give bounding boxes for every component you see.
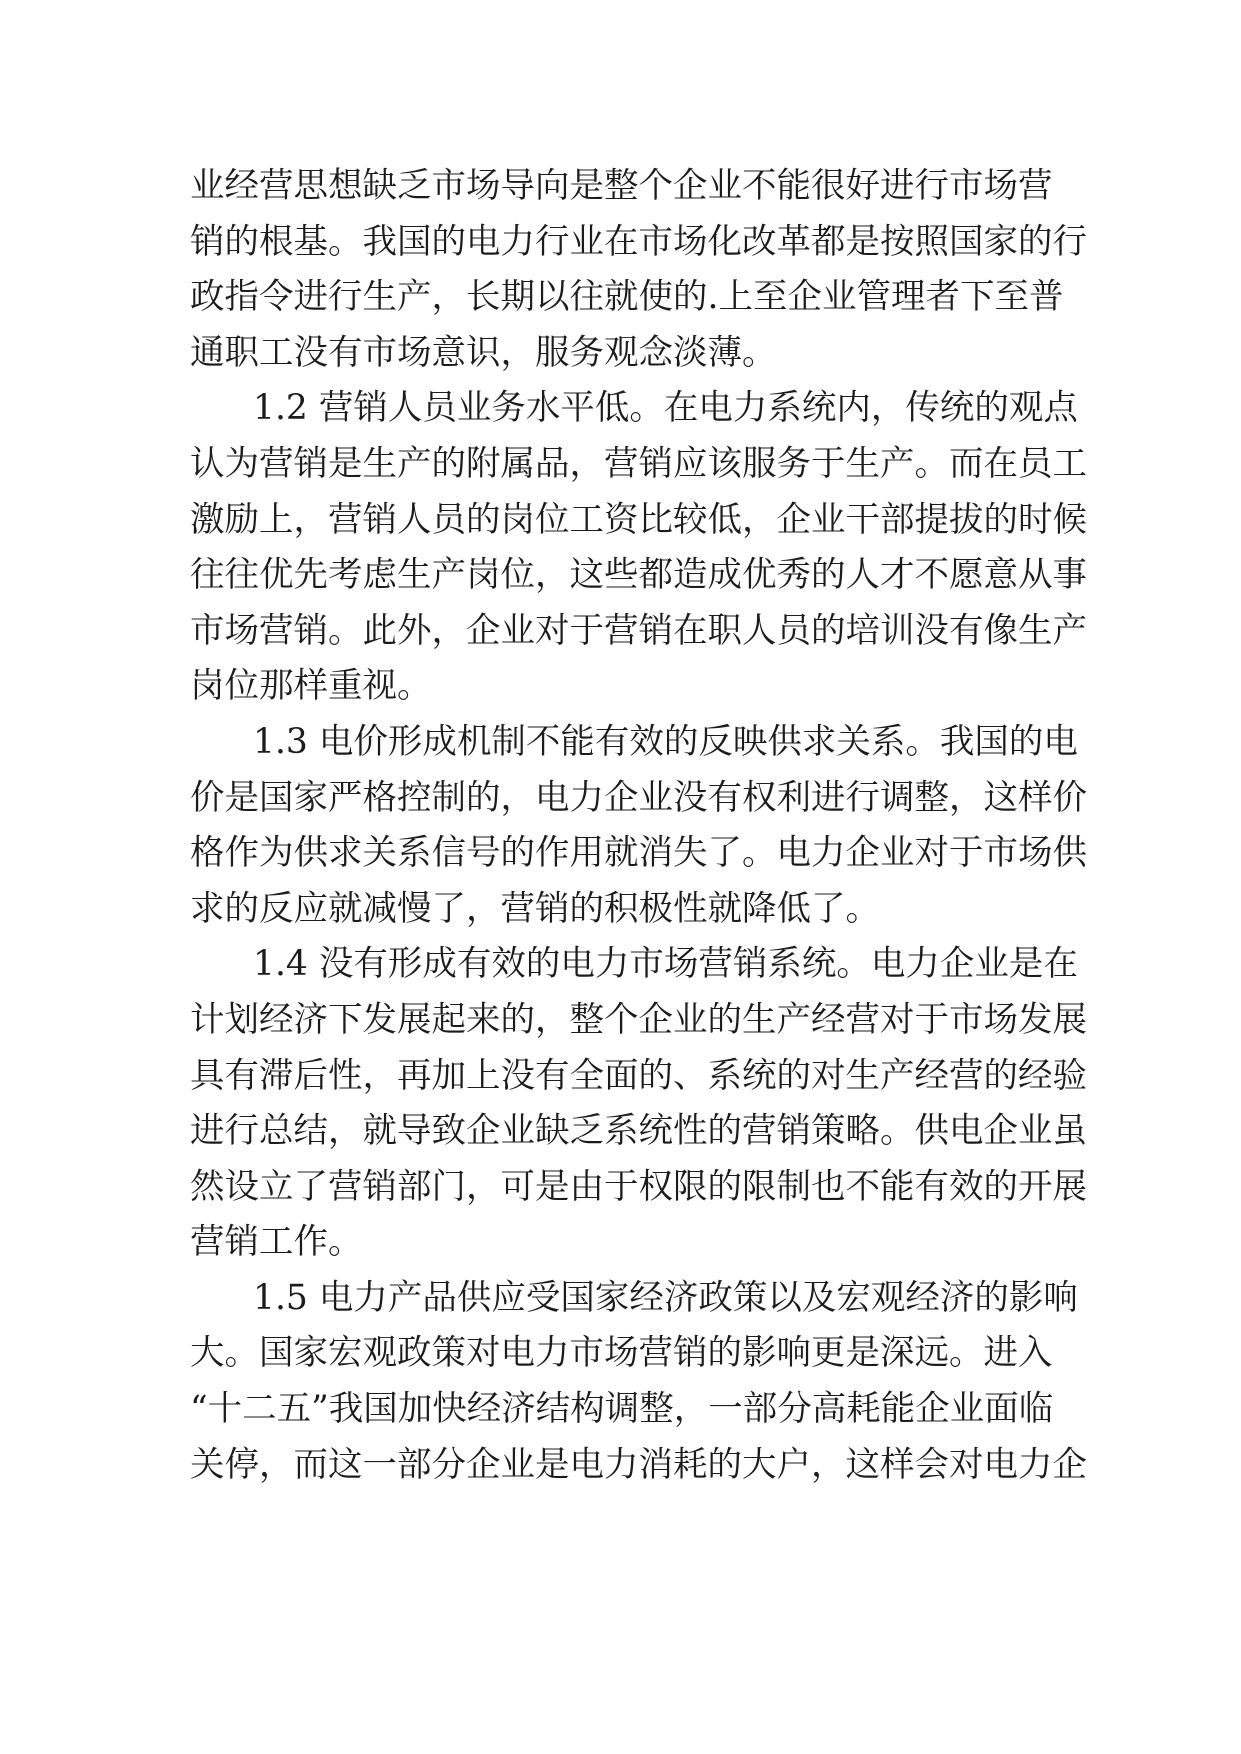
text-line: 1.5 电力产品供应受国家经济政策以及宏观经济的影响: [253, 1277, 1078, 1318]
text-line: 认为营销是生产的附属品，营销应该服务于生产。而在员工: [190, 443, 1087, 484]
paragraph: [190, 159, 1087, 381]
paragraph: [190, 937, 1087, 1271]
document-body: [190, 159, 1087, 1493]
text-line: 通职工没有市场意识，服务观念淡薄。: [190, 332, 777, 373]
text-line: 1.3 电价形成机制不能有效的反映供求关系。我国的电: [253, 721, 1078, 762]
text-line: 进行总结，就导致企业缺乏系统性的营销策略。供电企业虽: [190, 1111, 1087, 1152]
text-line: 往往优先考虑生产岗位，这些都造成优秀的人才不愿意从事: [190, 555, 1087, 596]
text-line: 业经营思想缺乏市场导向是整个企业不能很好进行市场营: [190, 166, 1053, 206]
text-line: 大。国家宏观政策对电力市场营销的影响更是深远。进入: [190, 1333, 1053, 1374]
text-line: 计划经济下发展起来的，整个企业的生产经营对于市场发展: [190, 999, 1087, 1040]
paragraph: [190, 715, 1087, 937]
text-line: 市场营销。此外，企业对于营销在职人员的培训没有像生产: [190, 610, 1087, 651]
text-line: 然设立了营销部门，可是由于权限的限制也不能有效的开展: [190, 1166, 1087, 1207]
text-line: 营销工作。: [190, 1222, 363, 1263]
text-line: 价是国家严格控制的，电力企业没有权利进行调整，这样价: [190, 777, 1087, 818]
paragraph: [190, 381, 1087, 715]
text-line: “十二五”我国加快经济结构调整，一部分高耗能企业面临: [190, 1389, 1054, 1430]
text-line: 激励上，营销人员的岗位工资比较低，企业干部提拔的时候: [190, 499, 1087, 540]
paragraph: [190, 1271, 1087, 1493]
text-line: 具有滞后性，再加上没有全面的、系统的对生产经营的经验: [190, 1055, 1087, 1096]
text-line: 求的反应就减慢了，营销的积极性就降低了。: [190, 888, 880, 929]
text-line: 1.4 没有形成有效的电力市场营销系统。电力企业是在: [253, 944, 1078, 985]
text-line: 关停，而这一部分企业是电力消耗的大户，这样会对电力企: [190, 1444, 1087, 1485]
text-line: 岗位那样重视。: [190, 666, 432, 707]
text-line: 销的根基。我国的电力行业在市场化改革都是按照国家的行: [190, 221, 1087, 262]
text-line: 政指令进行生产，长期以往就使的.上至企业管理者下至普: [190, 277, 1064, 318]
text-line: 格作为供求关系信号的作用就消失了。电力企业对于市场供: [190, 833, 1087, 874]
text-line: 1.2 营销人员业务水平低。在电力系统内，传统的观点: [253, 388, 1078, 429]
